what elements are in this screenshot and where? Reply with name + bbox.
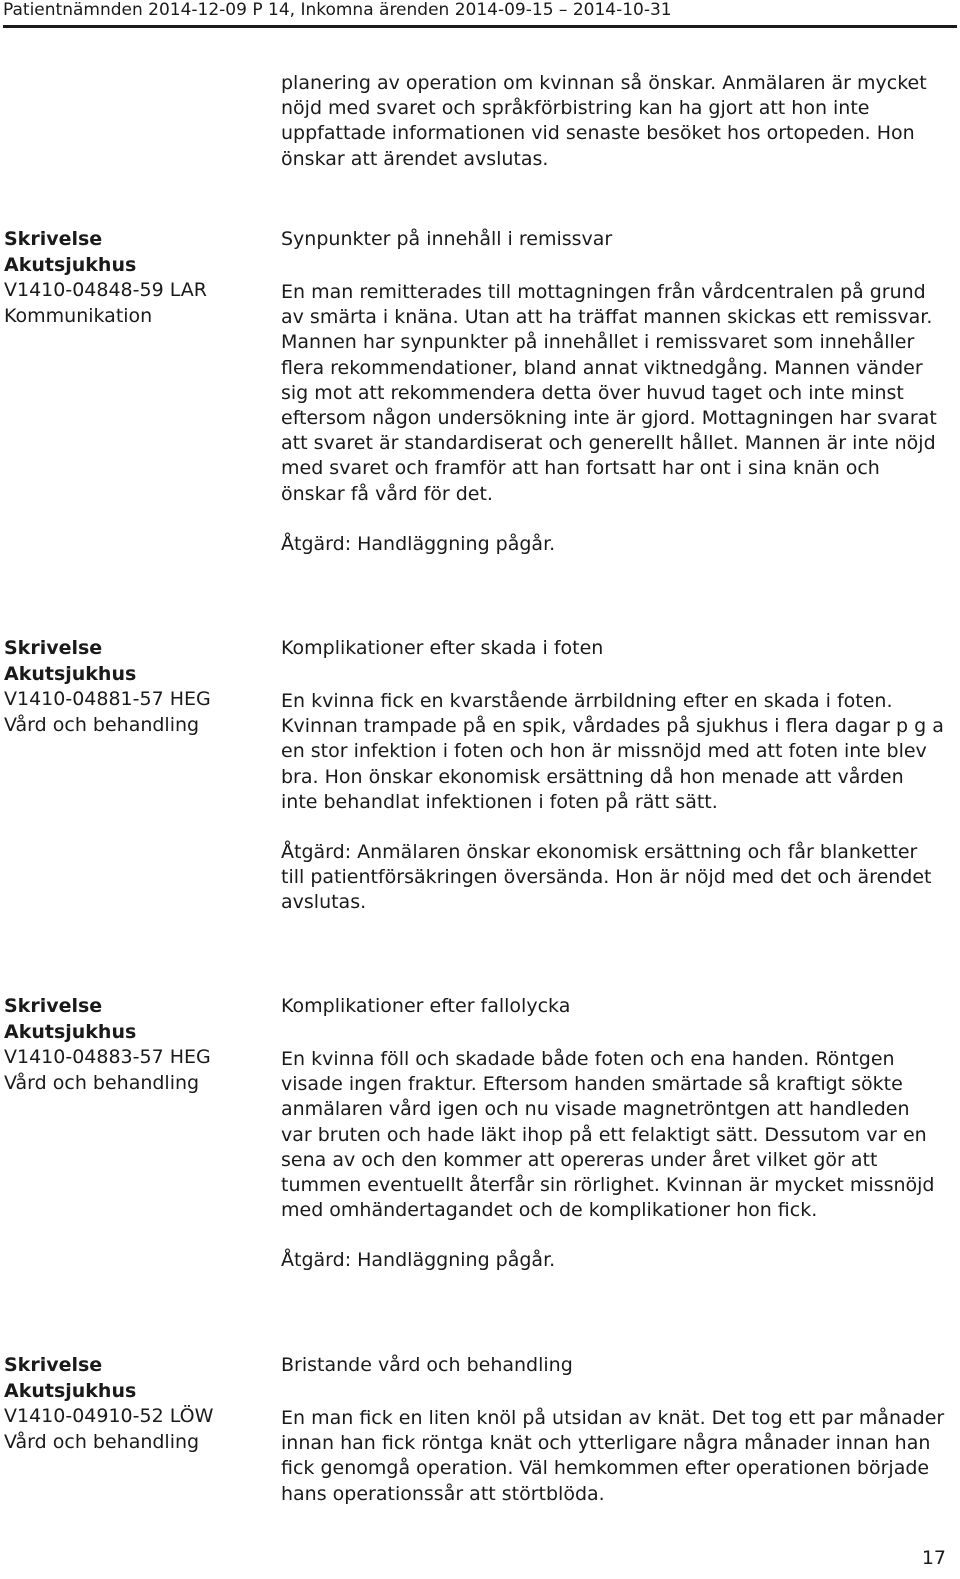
intro-paragraph: planering av operation om kvinnan så önskar. Anmälaren är mycket nöjd med svaret och språkförbistring kan ha gjort att hon inte uppfattade informationen vid senaste besöket hos ortopeden. Hon önskar att ärendet avslutas.: [281, 72, 927, 170]
case-type: Skrivelse: [4, 228, 103, 250]
case-unit: Akutsjukhus: [4, 662, 137, 685]
case-type: Skrivelse: [4, 1354, 103, 1376]
case-category: Vård och behandling: [4, 713, 200, 736]
case-description: En man remitterades till mottagningen från vårdcentralen på grund av smärta i knäna. Utan att ha träffat mannen skickas ett remissvar. Mannen har synpunkter på innehållet i remissvaret som innehåller flera rekommendationer, bland annat viktnedgång. Mannen vänder sig mot att rekommendera detta över huvud taget och inte minst eftersom någon undersökning inte är gjord. Mottagningen har svarat att svaret är standardiserat och generellt hållet. Mannen är inte nöjd med svaret och framför att han fortsatt har ont i sina knän och önskar få vård för det.: [281, 281, 937, 505]
case-type: Skrivelse: [4, 995, 103, 1017]
case-subject: Komplikationer efter skada i foten: [281, 637, 604, 659]
case-meta: [4, 994, 264, 1096]
case-description: En kvinna föll och skadade både foten och ena handen. Röntgen visade ingen fraktur. Eftersom handen smärtade så kraftigt sökte anmälaren vård igen och nu visade magnetröntgen att handleden var bruten och hade läkt ihop på ett felaktigt sätt. Dessutom var en sena av och den kommer att opereras under året vilket gör att tummen eventuellt återfår sin rörlighet. Kvinnan är mycket missnöjd med omhändertagandet och de komplikationer hon fick.: [281, 1048, 935, 1222]
case-description: En man fick en liten knöl på utsidan av knät. Det tog ett par månader innan han fick röntga knät och ytterligare några månader innan han fick genomgå operation. Väl hemkommen efter operationen började hans operationssår att störtblöda.: [281, 1407, 945, 1505]
page-number: 17: [921, 1547, 946, 1569]
case-category: Vård och behandling: [4, 1071, 200, 1094]
case-meta: [4, 227, 264, 329]
case-subject: Komplikationer efter fallolycka: [281, 995, 571, 1017]
case-subject: Synpunkter på innehåll i remissvar: [281, 228, 613, 250]
case-content: [281, 227, 946, 557]
case-unit: Akutsjukhus: [4, 1379, 137, 1402]
case-action: Åtgärd: Handläggning pågår.: [281, 1249, 556, 1272]
case-content: [281, 994, 946, 1274]
case-subject: Bristande vård och behandling: [281, 1354, 573, 1376]
case-meta: [4, 636, 264, 738]
case-id: V1410-04848-59 LAR: [4, 279, 207, 301]
case-id: V1410-04881-57 HEG: [4, 688, 211, 710]
case-content: [281, 636, 946, 916]
case-content: [281, 1353, 946, 1507]
case-category: Kommunikation: [4, 304, 153, 327]
case-unit: Akutsjukhus: [4, 253, 137, 276]
case-category: Vård och behandling: [4, 1430, 200, 1453]
case-meta: [4, 1353, 264, 1455]
case-action: Åtgärd: Handläggning pågår.: [281, 532, 556, 555]
case-id: V1410-04883-57 HEG: [4, 1046, 211, 1068]
header-title: Patientnämnden 2014-12-09 P 14, Inkomna ärenden 2014-09-15 – 2014-10-31: [3, 0, 672, 20]
page-header: [3, 0, 957, 28]
case-type: Skrivelse: [4, 637, 103, 659]
case-id: V1410-04910-52 LÖW: [4, 1405, 214, 1427]
case-action: Åtgärd: Anmälaren önskar ekonomisk ersättning och får blanketter till patientförsäkringen översända. Hon är nöjd med det och ärendet avslutas.: [281, 841, 932, 914]
case-description: En kvinna fick en kvarstående ärrbildning efter en skada i foten. Kvinnan trampade på en spik, vårdades på sjukhus i flera dagar p g a en stor infektion i foten och hon är missnöjd med att foten inte blev bra. Hon önskar ekonomisk ersättning då hon menade att vården inte behandlat infektionen i foten på rätt sätt.: [281, 690, 944, 813]
case-unit: Akutsjukhus: [4, 1020, 137, 1043]
